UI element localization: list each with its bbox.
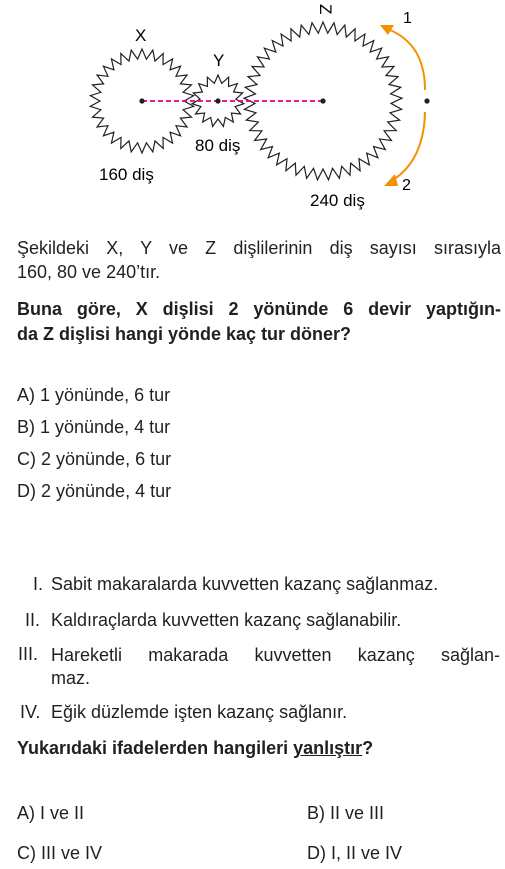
q2-option-c[interactable]: C) III ve IV: [17, 843, 103, 863]
gear-y-center: [215, 98, 220, 103]
gear-x-label: X: [135, 26, 147, 45]
statement-4-number: IV.: [20, 702, 41, 722]
statement-2-number: II.: [25, 610, 41, 630]
q1-question-line2: da Z dişlisi hangi yönde kaç tur döner?: [17, 324, 352, 344]
direction-1-label: 1: [403, 10, 412, 27]
q2-question-underlined: yanlıştır: [293, 738, 363, 758]
gear-z-label: Z: [316, 4, 335, 15]
statement-3-number: III.: [18, 644, 39, 664]
q2-option-d[interactable]: D) I, II ve IV: [307, 843, 403, 863]
direction-2-label: 2: [402, 177, 411, 194]
q2-option-a[interactable]: A) I ve II: [17, 803, 85, 823]
direction-arrow-2: [393, 112, 425, 180]
gear-z-teeth: 240 diş: [310, 191, 365, 210]
q2-question-prefix: Yukarıdaki ifadelerden hangileri: [17, 738, 294, 758]
q2-question-suffix: ?: [362, 738, 374, 758]
q2-question: [17, 736, 373, 761]
gear-y-label: Y: [213, 51, 225, 70]
q2-option-b[interactable]: B) II ve III: [307, 803, 385, 823]
q1-option-d[interactable]: D) 2 yönünde, 4 tur: [17, 481, 172, 501]
q1-option-a[interactable]: A) 1 yönünde, 6 tur: [17, 385, 171, 405]
statement-4-text: Eğik düzlemde işten kazanç sağlanır.: [51, 702, 348, 722]
statement-1-number: I.: [33, 574, 44, 594]
q1-option-b[interactable]: B) 1 yönünde, 4 tur: [17, 417, 171, 437]
gear-z-center: [320, 98, 325, 103]
pivot-dot: [424, 98, 429, 103]
q1-intro-line1: Şekildeki X, Y ve Z dişlilerinin diş sayısı sırasıyla: [17, 238, 501, 258]
q1-option-c[interactable]: C) 2 yönünde, 6 tur: [17, 449, 172, 469]
q1-question-line1: Buna göre, X dişlisi 2 yönünde 6 devir yaptığın-: [17, 299, 501, 319]
gear-x-center: [139, 98, 144, 103]
statement-3-text-cont: maz.: [51, 668, 91, 688]
direction-arrow-1: [390, 30, 425, 90]
statement-3-text: Hareketli makarada kuvvetten kazanç sağlan-: [51, 645, 500, 665]
gear-x-teeth: 160 diş: [99, 165, 154, 184]
statement-1-text: Sabit makaralarda kuvvetten kazanç sağlanmaz.: [51, 574, 439, 594]
q1-intro-line2: 160, 80 ve 240’tır.: [17, 262, 161, 282]
gears-figure: [0, 0, 505, 215]
gear-y-teeth: 80 diş: [195, 136, 241, 155]
arrowhead-2-icon: [384, 174, 398, 186]
statement-2-text: Kaldıraçlarda kuvvetten kazanç sağlanabilir.: [51, 610, 402, 630]
